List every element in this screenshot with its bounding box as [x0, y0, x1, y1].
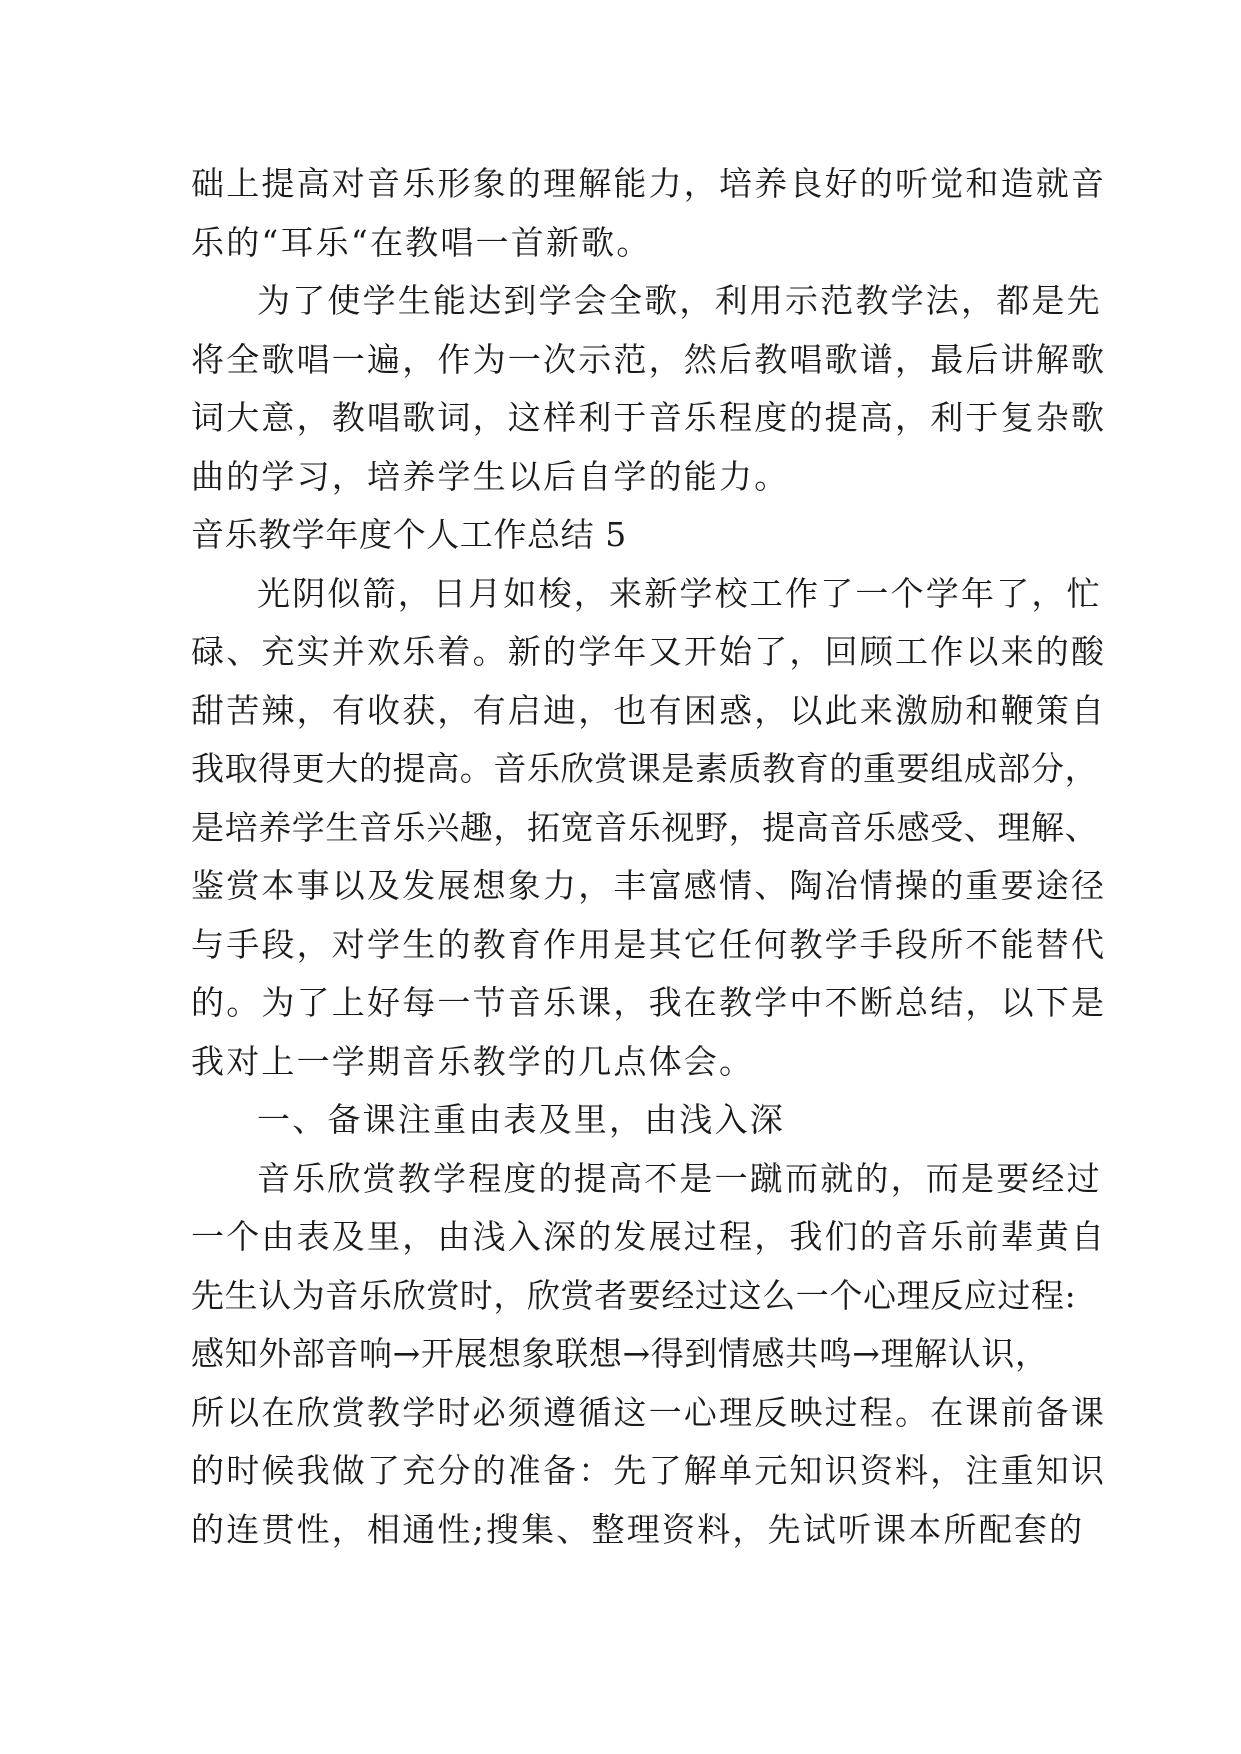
paragraph-line: 音乐欣赏教学程度的提高不是一蹴而就的，而是要经过: [257, 1158, 1102, 1198]
paragraph-line: 与手段，对学生的教育作用是其它任何教学手段所不能替代: [191, 924, 1107, 964]
paragraph-line: 的时候我做了充分的准备：先了解单元知识资料，注重知识: [191, 1451, 1107, 1490]
paragraph-line: 我取得更大的提高。音乐欣赏课是素质教育的重要组成部分，: [191, 749, 1099, 788]
paragraph-line: 甜苦辣，有收获，有启迪，也有困惑，以此来激励和鞭策自: [191, 690, 1107, 730]
document-page: [191, 155, 1107, 1559]
paragraph-line: 一个由表及里，由浅入深的发展过程，我们的音乐前辈黄自: [191, 1217, 1107, 1256]
paragraph-line: 先生认为音乐欣赏时，欣赏者要经过这么一个心理反应过程:: [191, 1275, 1077, 1315]
paragraph-line: 光阴似箭，日月如梭，来新学校工作了一个学年了，忙: [257, 573, 1102, 613]
paragraph-line: 碌、充实并欢乐着。新的学年又开始了，回顾工作以来的酸: [191, 632, 1107, 671]
paragraph-line: 的。为了上好每一节音乐课，我在教学中不断总结，以下是: [191, 983, 1107, 1022]
paragraph-line: 鉴赏本事以及发展想象力，丰富感情、陶冶情操的重要途径: [191, 866, 1107, 905]
paragraph-line: 为了使学生能达到学会全歌，利用示范教学法，都是先: [257, 281, 1102, 320]
paragraph-line: 感知外部音响→开展想象联想→得到情感共鸣→理解认识，: [191, 1334, 1049, 1373]
paragraph-line: 我对上一学期音乐教学的几点体会。: [191, 1041, 755, 1081]
paragraph-line: 将全歌唱一遍，作为一次示范，然后教唱歌谱，最后讲解歌: [191, 339, 1107, 379]
paragraph-line: 础上提高对音乐形象的理解能力，培养良好的听觉和造就音: [191, 164, 1107, 203]
paragraph-line: 曲的学习，培养学生以后自学的能力。: [191, 456, 790, 496]
section-heading: 音乐教学年度个人工作总结 5: [191, 515, 627, 554]
paragraph-line: 所以在欣赏教学时必须遵循这一心理反映过程。在课前备课: [191, 1392, 1107, 1432]
paragraph-line: 词大意，教唱歌词，这样利于音乐程度的提高，利于复杂歌: [191, 398, 1107, 437]
subsection-heading: 一、备课注重由表及里，由浅入深: [257, 1100, 785, 1139]
paragraph-line: 乐的“耳乐“在教唱一首新歌。: [191, 222, 652, 262]
paragraph-line: 的连贯性，相通性;搜集、整理资料，先试听课本所配套的: [191, 1509, 1085, 1549]
paragraph-line: 是培养学生音乐兴趣，拓宽音乐视野，提高音乐感受、理解、: [191, 807, 1099, 847]
